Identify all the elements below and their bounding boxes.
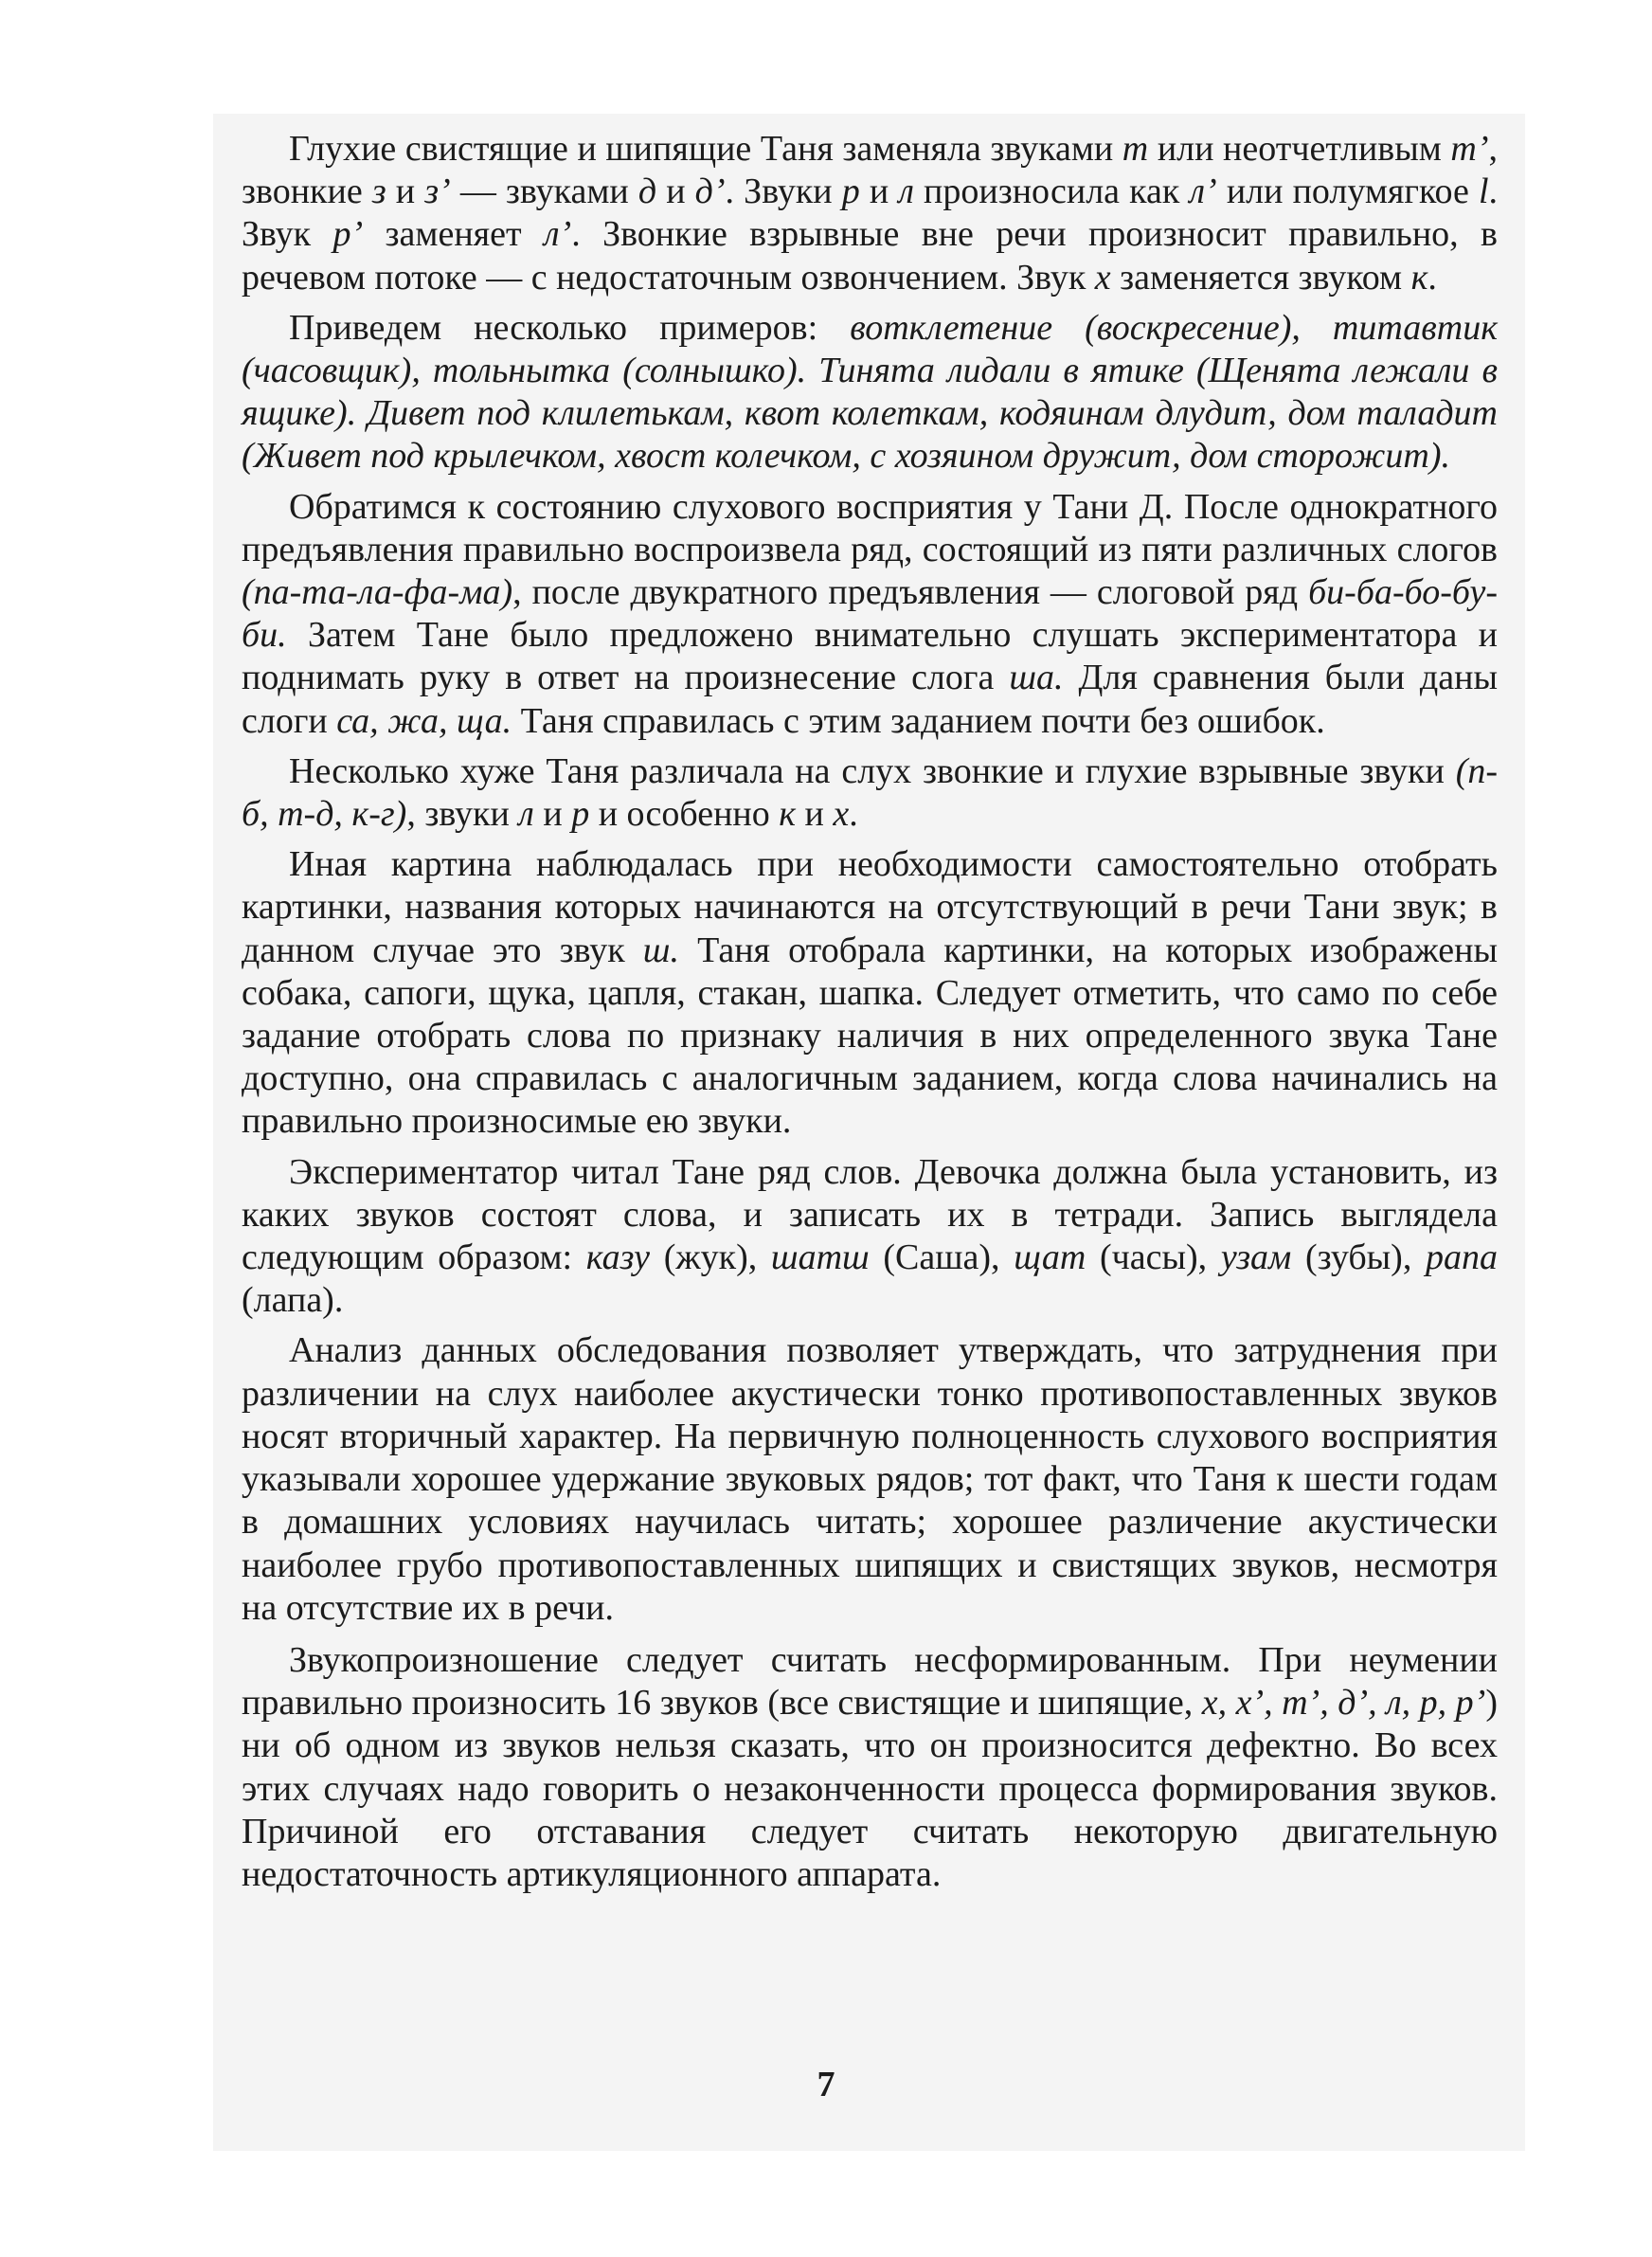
text-span: . Звонкие взрывные вне речи произносит правильно, в речевом потоке — с недостаточным озвончением. Звук [242,214,1498,298]
italic-span: т [1122,129,1149,169]
text-span: . [849,794,858,835]
italic-span: л’ [1189,172,1217,212]
italic-span: т’ [1450,129,1489,169]
text-span: заменяет [363,214,544,255]
text-span: Для сравнения были даны слоги [242,658,1498,741]
italic-span: л [518,794,534,835]
italic-span: ш. [642,930,679,970]
text-span: (лапа). [242,1280,344,1321]
text-span: (зубы), [1291,1237,1427,1278]
text-span: Таня справилась с этим заданием почти без ошибок. [512,700,1325,741]
text-span: , после двукратного предъявления — слоговой ряд [512,572,1309,613]
italic-span: щат [1014,1237,1086,1278]
italic-span: х [833,794,850,835]
paragraph-picture-selection [242,843,1498,1143]
italic-span: узам [1220,1237,1292,1278]
italic-span: к [779,794,797,835]
italic-span: х [1094,257,1111,298]
italic-span: вотклетение (воскресение), титавтик (часовщик), тольнытка (солнышко). Тинята лидали в ятике (Щенята лежали в ящике). Дивет под клилетькам, квот колеткам, кодяинам длудит, дом таладит (Живет под крылечком, хвост колечком, с хозяином дружит, дом сторожит). [242,307,1498,477]
page-number: 7 [817,2065,835,2104]
text-span: и особенно [589,794,780,835]
paragraph-consonant-substitution [242,128,1498,299]
text-span: Затем Тане было предложено внимательно слушать экспериментатора и поднимать руку в ответ на произнесение слога [242,615,1498,698]
italic-span: к [1410,257,1428,298]
text-span: произносила как [913,172,1190,212]
italic-span: казу [585,1237,651,1278]
italic-span: р [841,172,860,212]
italic-span: рапа [1426,1237,1499,1278]
italic-span: са, жа, ща. [336,700,512,741]
text-span: заменяется звуком [1110,257,1411,298]
text-span: или неотчетливым [1148,129,1451,169]
text-span: Звукопроизношение следует считать несформированным. При неумении правильно произносить 16 звуков (все свистящие и шипящие, [242,1639,1498,1724]
text-span: и [656,172,695,212]
italic-span: д’ [694,172,726,212]
paragraph-word-analysis [242,1151,1498,1323]
italic-span: би-ба-бо-бу-би. [242,572,1498,656]
italic-span: л’ [543,214,572,255]
text-span: Иная картина наблюдалась при необходимости самостоятельно отобрать картинки, названия которых начинаются на отсутствующий в речи Тани звук; в данном случае это звук [242,844,1498,970]
italic-span: л [898,172,914,212]
paragraph-analysis-conclusion [242,1329,1498,1629]
text-span: или полумягкое [1216,172,1479,212]
text-span: Приведем несколько примеров: [289,307,851,348]
body-text [242,128,1498,1904]
text-span: Анализ данных обследования позволяет утверждать, что затруднения при различении на слух наиболее акустически тонко противопоставленных звуков носят вторичный характер. На первичную полноценность слухового восприятия указывали хорошее удержание звуковых рядов; тот факт, что Таня к шести годам в домашних условиях научилась читать; хорошее различение акустически наиболее грубо противопоставленных шипящих и свистящих звуков, несмотря на отсутствие их в речи. [242,1330,1498,1628]
text-span: Обратимся к состоянию слухового восприятия у Тани Д. После однократного предъявления правильно воспроизвела ряд, состоящий из пяти различных слогов [242,486,1498,569]
italic-span: з’ [424,172,451,212]
text-span: . [1428,257,1437,298]
text-span: и [533,794,572,835]
italic-span: р [571,794,590,835]
text-span: (Саша), [869,1237,1015,1278]
text-span: Глухие свистящие и шипящие Таня заменяла звуками [289,129,1122,169]
paragraph-sound-pronunciation [242,1639,1498,1896]
italic-span: х, х’, т’, д’, л, р, р’ [1201,1683,1486,1724]
italic-span: (па-та-ла-фа-ма) [242,572,513,613]
italic-span: шатш [770,1237,870,1278]
text-span: и [796,794,834,835]
paragraph-voiced-voiceless [242,750,1498,836]
text-span: и [386,172,425,212]
text-span: ) ни об одном из звуков нельзя сказать, что он произносится дефектно. Во всех этих случаях надо говорить о незаконченности процесса формирования звуков. Причиной его отставания следует считать некоторую двигательную недостаточность артикуляционного аппарата. [242,1683,1498,1894]
paragraph-speech-examples [242,307,1498,478]
text-span: (жук), [650,1237,771,1278]
text-span: , звонкие [242,129,1499,212]
italic-span: ша. [1009,658,1064,698]
text-span: (часы), [1086,1237,1221,1278]
italic-span: l [1478,172,1489,212]
text-span: Экспериментатор читал Тане ряд слов. Девочка должна была установить, из каких звуков состоят слова, и записать их в тетради. Запись выглядела следующим образом: [242,1151,1498,1278]
text-span: — звуками [450,172,638,212]
text-span: Несколько хуже Таня различала на слух звонкие и глухие взрывные звуки [289,750,1456,791]
text-span: и [859,172,899,212]
paragraph-auditory-perception [242,486,1498,743]
text-span: . Звук [242,172,1499,255]
text-span: Таня отобрала картинки, на которых изображены собака, сапоги, щука, цапля, стакан, шапка. Следует отметить, что само по себе задание отобрать слова по признаку наличия в них определенного звука Тане доступно, она справилась с аналогичным заданием, когда слова начинались на правильно произносимые ею звуки. [242,930,1498,1142]
text-span: . Звуки [725,172,842,212]
italic-span: (п-б, т-д, к-г) [242,750,1498,835]
italic-span: д [637,172,657,212]
italic-span: з [371,172,386,212]
text-span: , звуки [406,794,519,835]
italic-span: р’ [332,214,364,255]
